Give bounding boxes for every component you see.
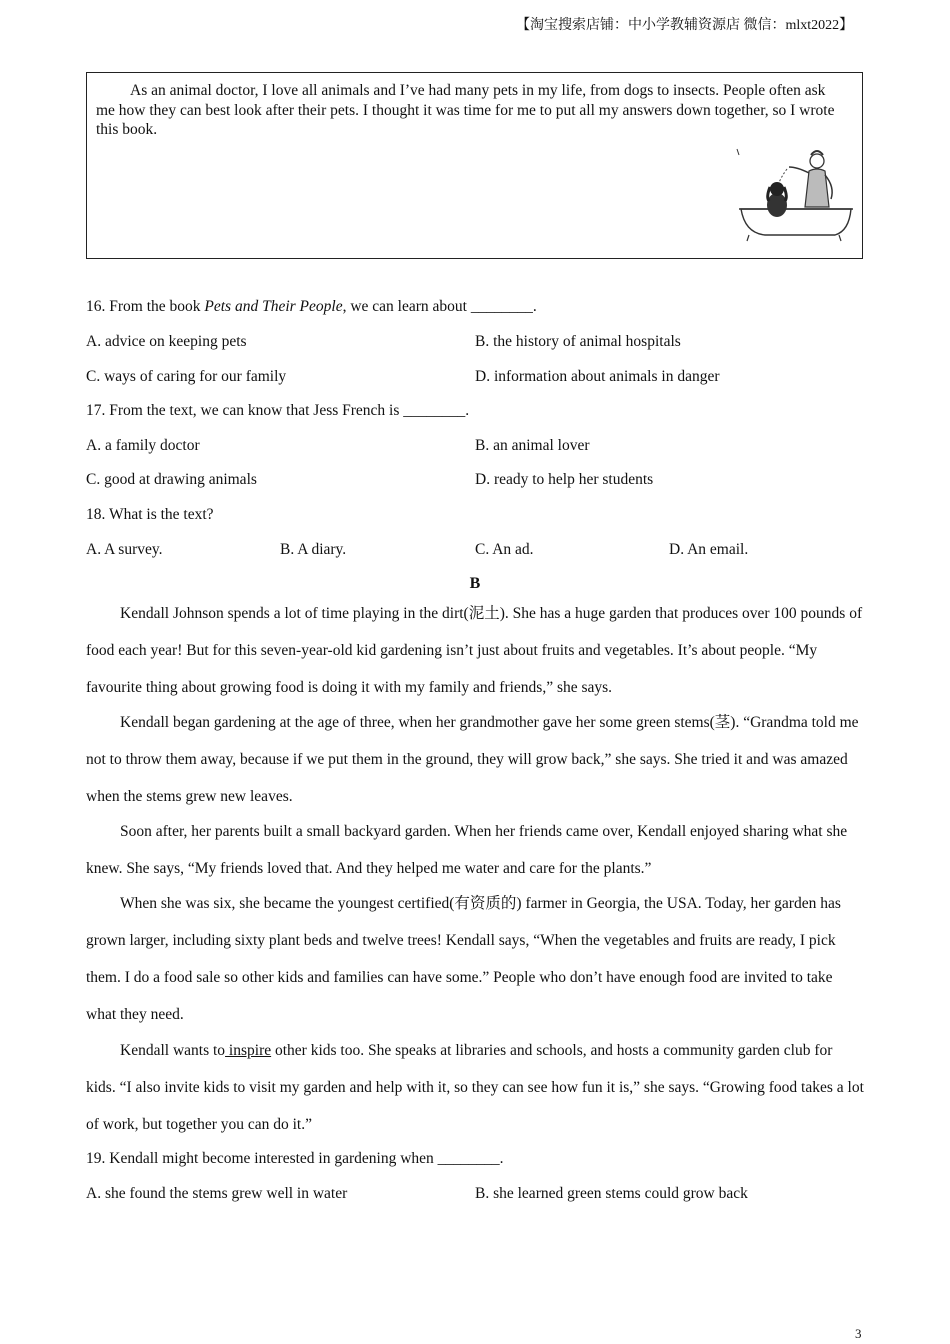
question-18-option-a: A. A survey. — [86, 541, 163, 558]
question-16-option-a: A. advice on keeping pets — [86, 333, 247, 350]
passage-box-text: As an animal doctor, I love all animals and I’ve had many pets in my life, from dogs to insects. People often ask me how they can best look after their pets. I thought it was time for me to put all my answers down together, so I wrote this book. — [96, 82, 835, 138]
question-17-option-d: D. ready to help her students — [475, 471, 654, 488]
question-19-option-b: B. she learned green stems could grow back — [475, 1185, 748, 1202]
question-17-option-b: B. an animal lover — [475, 437, 590, 454]
section-b-paragraph-4: When she was six, she became the youngest certified(有资质的) farmer in Georgia, the USA. Today, her garden has grown larger, including sixty plant beds and twelve trees! Kendall says, “When the vegetables and fruits are ready, I pick them. I do a food sale so other kids and families can have some.” People who don’t have enough food are invited to take what they need. — [86, 895, 841, 1023]
question-17-stem: 17. From the text, we can know that Jess French is ________. — [86, 402, 470, 419]
question-17-option-a: A. a family doctor — [86, 437, 200, 454]
question-18-option-d: D. An email. — [669, 541, 749, 558]
page-number: 3 — [855, 1326, 862, 1341]
section-b-paragraph-5: Kendall wants to inspire other kids too. She speaks at libraries and schools, and hosts a community garden club for kids. “I also invite kids to visit my garden and help with it, so they can see how fun it is,” she says. “Growing food takes a lot of work, but together you can do it.” — [86, 1042, 864, 1133]
question-18-stem: 18. What is the text? — [86, 506, 214, 523]
section-b-paragraph-2: Kendall began gardening at the age of three, when her grandmother gave her some green stems(茎). “Grandma told me not to throw them away, because if we put them in the ground, they will grow back,” she says. She tried it and was amazed when the stems grew new leaves. — [86, 714, 859, 805]
question-16-stem: 16. From the book Pets and Their People, we can learn about ________. — [86, 298, 537, 315]
section-b-heading: B — [469, 575, 481, 592]
question-16-option-c: C. ways of caring for our family — [86, 368, 287, 385]
question-19-stem: 19. Kendall might become interested in gardening when ________. — [86, 1150, 504, 1167]
page-header: 【淘宝搜索店铺：中小学教辅资源店 微信：mlxt2022】 — [516, 18, 854, 33]
inspire-underlined-word: inspire — [225, 1042, 272, 1059]
question-18-option-c: C. An ad. — [475, 541, 534, 558]
question-16-option-b: B. the history of animal hospitals — [475, 333, 681, 350]
section-b-paragraph-1: Kendall Johnson spends a lot of time playing in the dirt(泥土). She has a huge garden that produces over 100 pounds of food each year! But for this seven-year-old kid gardening isn’t just about fruits and vegetables. It’s about people. “My favourite thing about growing food is doing it with my family and friends,” she says. — [86, 605, 863, 696]
passage-box — [86, 72, 863, 259]
question-16-option-d: D. information about animals in danger — [475, 368, 720, 385]
question-18-option-b: B. A diary. — [280, 541, 347, 558]
section-b-paragraph-3: Soon after, her parents built a small backyard garden. When her friends came over, Kendall enjoyed sharing what she knew. She says, “My friends loved that. And they helped me water and care for the plants.” — [86, 823, 848, 877]
question-17-option-c: C. good at drawing animals — [86, 471, 257, 488]
question-19-option-a: A. she found the stems grew well in water — [86, 1185, 348, 1202]
woman-bathing-dog-illustration — [735, 147, 855, 243]
